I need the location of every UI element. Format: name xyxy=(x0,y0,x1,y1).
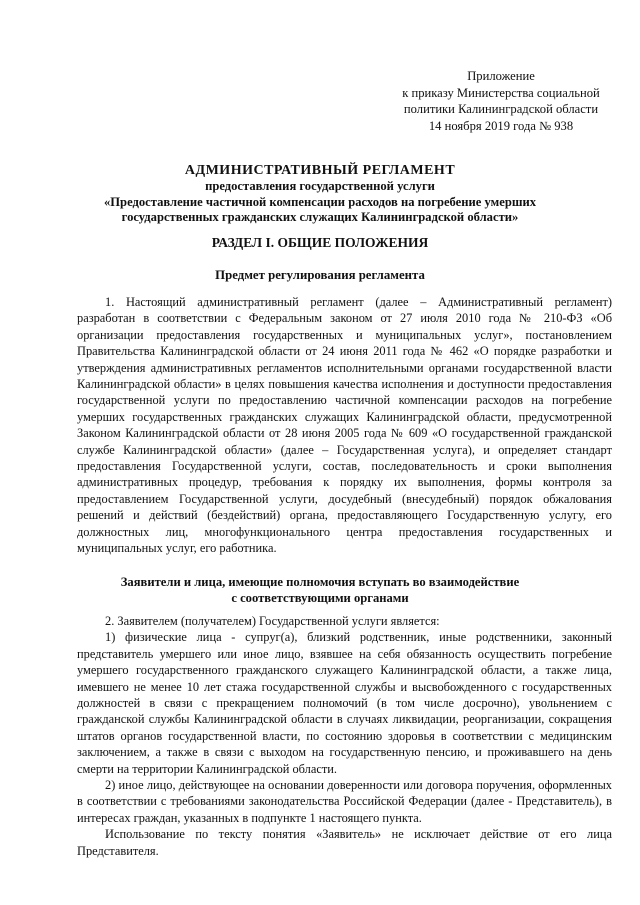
attachment-line: к приказу Министерства социальной xyxy=(402,85,600,100)
document-title xyxy=(0,162,640,226)
attachment-line: политики Калининградской области xyxy=(403,102,599,116)
title-sub: государственных гражданских служащих Калининградской области» xyxy=(121,210,519,224)
title-sub: «Предоставление частичной компенсации расходов на погребение умерших xyxy=(103,194,537,209)
paragraph: 2) иное лицо, действующее на основании доверенности или договора поручения, оформленных в соответствии с требованиями законодательства Российской Федерации (далее - Представитель), в интересах граждан, указанных в подпункте 1 настоящего пункта. xyxy=(77,778,612,825)
subsection-heading xyxy=(0,575,640,606)
section-heading: РАЗДЕЛ I. ОБЩИЕ ПОЛОЖЕНИЯ xyxy=(211,235,429,250)
subsection-heading: Предмет регулирования регламента xyxy=(215,268,425,282)
paragraph: 1) физические лица - супруг(а), близкий родственник, иные родственники, законный представитель умершего или иное лицо, взявшее на себя обязанность осуществить погребение умершего государственного гражданского служащего Калининградской области, а также лица, имевшего не менее 10 лет стажа государственной службы и высвобожденного с государственных должностей в связи с прекращением полномочий (в том числе досрочно), увольнением с гражданской службы Калининградской области в случаях ликвидации, реорганизации, сокращения штатов органов государственной власти, по состоянию здоровья в соответствии с медицинским заключением, а также в связи с выходом на государственную пенсию, и проживавшего на день смерти на территории Калининградской области. xyxy=(77,630,612,776)
subsection-heading-line: с соответствующими органами xyxy=(231,590,409,605)
section2-body xyxy=(77,613,612,859)
paragraph: 2. Заявителем (получателем) Государственной услуги является: xyxy=(105,614,440,628)
section1-body xyxy=(77,294,612,557)
subsection-heading-line: Заявители и лица, имеющие полномочия вступать во взаимодействие xyxy=(120,575,520,589)
attachment-note xyxy=(388,68,614,134)
title-sub: предоставления государственной услуги xyxy=(205,179,435,193)
attachment-line: Приложение xyxy=(467,69,535,83)
paragraph: Использование по тексту понятия «Заявитель» не исключает действие от его лица Представителя. xyxy=(77,827,612,858)
title-main: АДМИНИСТРАТИВНЫЙ РЕГЛАМЕНТ xyxy=(184,163,456,178)
paragraph: 1. Настоящий административный регламент (далее – Административный регламент) разработан в соответствии с Федеральным законом от 27 июля 2010 года № 210-ФЗ «Об организации предоставления государственных и муниципальных услуг», постановлением Правительства Калининградской области от 24 июня 2011 года № 462 «О порядке разработки и утверждения административных регламентов исполнительными органами государственной власти Калининградской области» в целях повышения качества исполнения и доступности предоставления государственной услуги по предоставлению частичной компенсации расходов на погребение умерших государственных гражданских служащих Калининградской области, предусмотренной Законом Калининградской области от 28 июня 2005 года № 609 «О государственной гражданской службе Калининградской области» (далее – Государственная услуга), и определяет стандарт предоставления Государственной услуги, состав, последовательность и сроки выполнения административных процедур, требования к порядку их выполнения, формы контроля за предоставлением Государственной услуги, досудебный (внесудебный) порядок обжалования решений и действий (бездействий) органа, предоставляющего Государственную услугу, его должностных лиц, многофункционального центра предоставления государственных и муниципальных услуг, его работника. xyxy=(77,295,612,556)
attachment-date: 14 ноября 2019 года № 938 xyxy=(428,118,574,133)
